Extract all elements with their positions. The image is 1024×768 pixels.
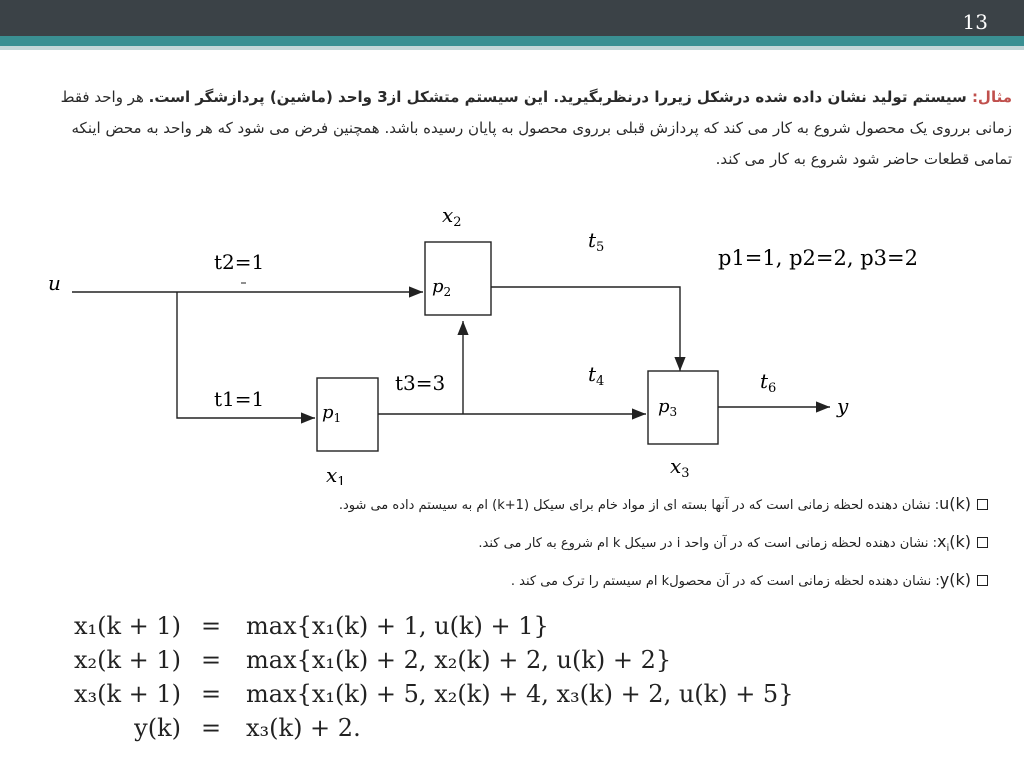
definition-symbol: $x_i(k)$ bbox=[937, 532, 971, 555]
equation-equals: = bbox=[201, 680, 222, 708]
input-label-u: u bbox=[48, 271, 61, 295]
definition-text: : نشان دهنده لحظه زمانی است که در آن محصولk ام سیستم را ترک می کند . bbox=[510, 574, 940, 589]
equation-equals: = bbox=[201, 646, 222, 674]
equation-lhs: x₃(k + 1) bbox=[73, 680, 181, 708]
equation-lhs: x₁(k + 1) bbox=[73, 612, 181, 640]
p2-label: $p_2$ bbox=[432, 276, 452, 299]
t1-label: t1=1 bbox=[214, 387, 265, 411]
example-label: مثال: bbox=[971, 88, 1012, 106]
checkbox-bullet-icon bbox=[977, 575, 988, 586]
equation-equals: = bbox=[201, 612, 222, 640]
edge-p2-p3 bbox=[491, 287, 680, 371]
equation-lhs: x₂(k + 1) bbox=[73, 646, 181, 674]
equation-lhs: y(k) bbox=[134, 714, 181, 742]
p3-label: $p_3$ bbox=[658, 396, 678, 419]
x3-state-label: $x_3$ bbox=[670, 454, 690, 481]
slide-header-accent bbox=[0, 36, 1024, 46]
equation-rhs: x₃(k) + 2. bbox=[246, 714, 361, 742]
definition-text: : نشان دهنده لحظه زمانی است که در آن واحد i در سیکل k ام شروع به کار می کند. bbox=[478, 536, 937, 551]
equation-rhs: max{x₁(k) + 1, u(k) + 1} bbox=[246, 612, 549, 640]
t6-label: $t_6$ bbox=[760, 369, 777, 396]
production-system-diagram bbox=[0, 195, 1024, 485]
definition-symbol: u(k) bbox=[939, 494, 971, 513]
p1-label: $p_1$ bbox=[322, 402, 342, 425]
t3-label: t3=3 bbox=[395, 371, 446, 395]
page-number: 13 bbox=[962, 10, 988, 34]
x2-state-label: $x_2$ bbox=[442, 203, 462, 230]
example-paragraph bbox=[38, 82, 1012, 175]
slide-header-bar bbox=[0, 0, 1024, 36]
equation-equals: = bbox=[201, 714, 222, 742]
definition-symbol: y(k) bbox=[939, 570, 971, 589]
checkbox-bullet-icon bbox=[977, 499, 988, 510]
definition-y bbox=[511, 570, 988, 589]
t5-label: $t_5$ bbox=[588, 228, 605, 255]
definition-x bbox=[478, 532, 988, 554]
equation-rhs: max{x₁(k) + 2, x₂(k) + 2, u(k) + 2} bbox=[246, 646, 672, 674]
example-intro: سیستم تولید نشان داده شده درشکل زیررا درنظربگیرید. این سیستم متشکل از3 واحد (ماشین) پردازشگر است. bbox=[148, 88, 972, 106]
slide-header-line bbox=[0, 46, 1024, 50]
x1-state-label: $x_1$ bbox=[326, 463, 346, 485]
definition-text: : نشان دهنده لحظه زمانی است که در آنها بسته ای از مواد خام برای سیکل (k+1) ام به سیستم داده می شود. bbox=[338, 498, 940, 513]
output-label-y: y bbox=[837, 394, 849, 418]
t4-label: $t_4$ bbox=[588, 362, 605, 389]
checkbox-bullet-icon bbox=[977, 537, 988, 548]
processing-times-label: p1=1, p2=2, p3=2 bbox=[718, 246, 918, 270]
definition-u bbox=[339, 494, 988, 513]
t2-label: t2=1 bbox=[214, 250, 265, 274]
equation-rhs: max{x₁(k) + 5, x₂(k) + 4, x₃(k) + 2, u(k) + 5} bbox=[246, 680, 794, 708]
example-description: هر واحد فقط زمانی برروی یک محصول شروع به کار می کند که پردازش قبلی برروی محصول به پایان رسیده باشد. همچنین فرض می شود که هر واحد به محض اینکه تمامی قطعات حاضر شود شروع به کار می کند. bbox=[60, 88, 1012, 168]
